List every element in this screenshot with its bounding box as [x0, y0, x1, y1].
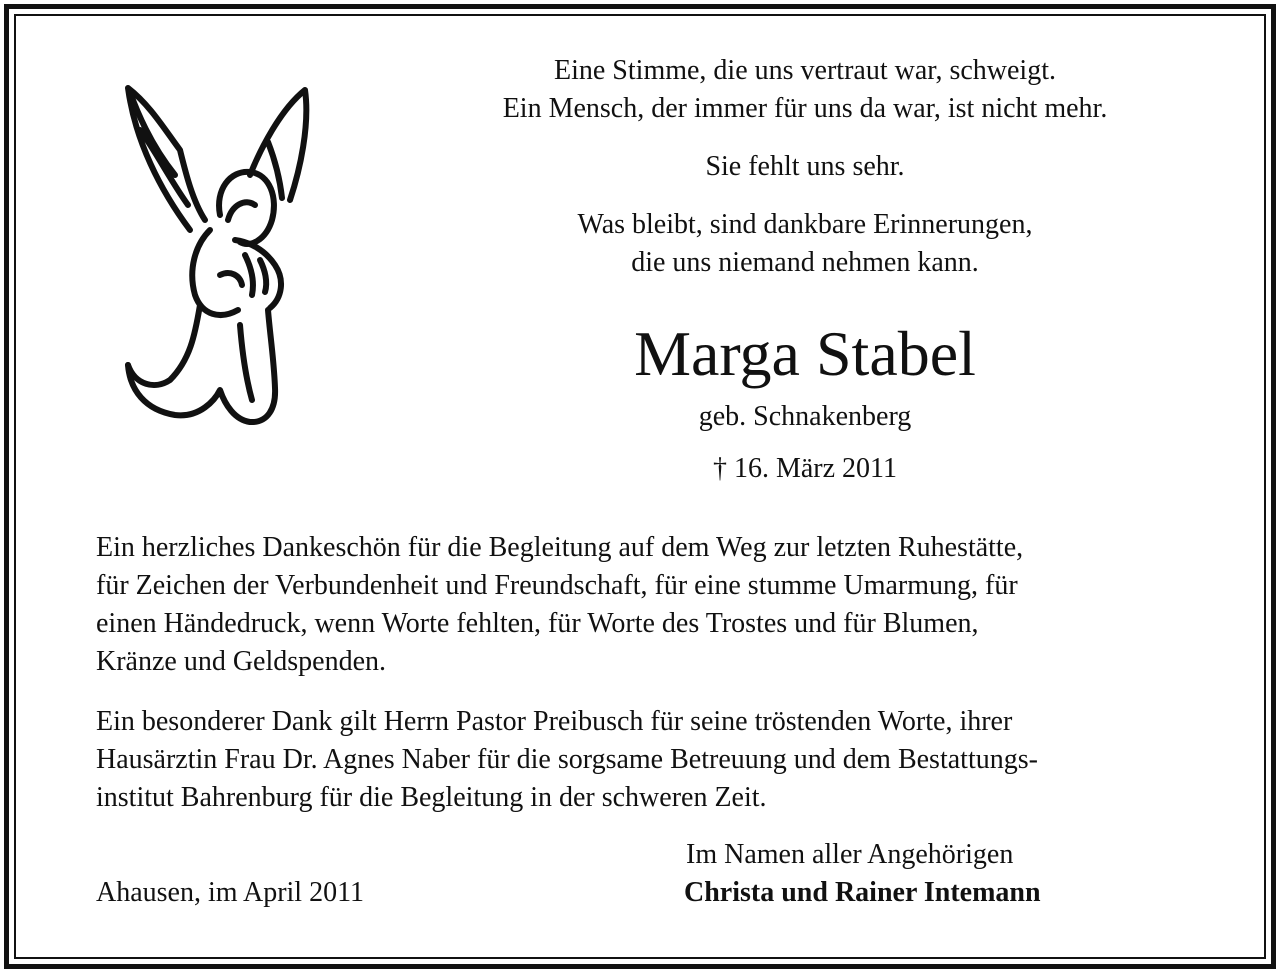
poem-stanza-3: [420, 206, 1190, 282]
death-date: † 16. März 2011: [712, 453, 898, 484]
text-line: Ein besonderer Dank gilt Herrn Pastor Preibusch für seine tröstenden Worte, ihrer: [96, 706, 1013, 737]
deceased-name: Marga Stabel: [634, 318, 976, 389]
signature-names: Christa und Rainer Intemann: [684, 877, 1041, 908]
text-line: institut Bahrenburg für die Begleitung in der schweren Zeit.: [96, 782, 767, 813]
thanks-paragraph-1: [96, 529, 1206, 681]
place-date: Ahausen, im April 2011: [96, 877, 365, 908]
text-line: Ein herzliches Dankeschön für die Begleitung auf dem Weg zur letzten Ruhestätte,: [96, 532, 1024, 563]
poem-line: die uns niemand nehmen kann.: [631, 247, 979, 278]
text-line: Kränze und Geldspenden.: [96, 646, 387, 677]
thanks-paragraph-2: [96, 703, 1206, 817]
angel-icon: [100, 70, 340, 440]
signature-intro: Im Namen aller Angehörigen: [686, 839, 1014, 870]
poem-line: Sie fehlt uns sehr.: [705, 151, 905, 182]
text-line: einen Händedruck, wenn Worte fehlten, für Worte des Trostes und für Blumen,: [96, 608, 979, 639]
text-line: für Zeichen der Verbundenheit und Freundschaft, für eine stumme Umarmung, für: [96, 570, 1018, 601]
birth-name: geb. Schnakenberg: [698, 401, 912, 432]
poem-stanza-2: [420, 148, 1190, 186]
poem-line: Was bleibt, sind dankbare Erinnerungen,: [577, 209, 1033, 240]
poem-line: Eine Stimme, die uns vertraut war, schweigt.: [554, 55, 1056, 86]
poem-line: Ein Mensch, der immer für uns da war, ist nicht mehr.: [502, 93, 1108, 124]
poem-stanza-1: [420, 52, 1190, 128]
text-line: Hausärztin Frau Dr. Agnes Naber für die sorgsame Betreuung und dem Bestattungs-: [96, 744, 1038, 775]
